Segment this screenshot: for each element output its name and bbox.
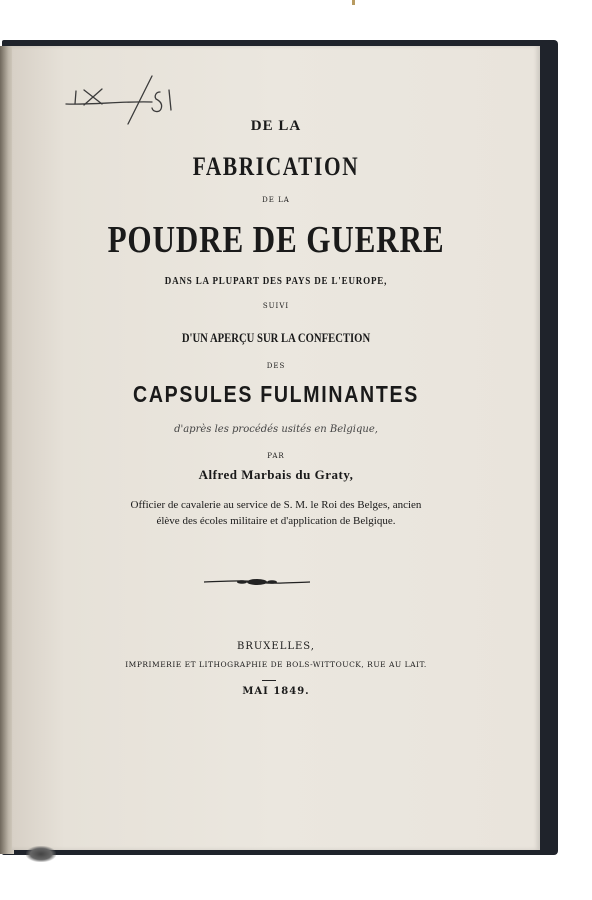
title-line-des: DES xyxy=(266,362,286,370)
imprint-city: BRUXELLES, xyxy=(237,641,315,652)
title-line-de-la-2: DE LA xyxy=(262,196,290,204)
title-page-content xyxy=(12,46,540,850)
title-line-procedes: d'après les procédés usités en Belgique, xyxy=(174,424,378,435)
par-label: PAR xyxy=(267,452,285,460)
imprint-date: MAI 1849. xyxy=(242,686,310,697)
title-line-poudre-de-guerre: POUDRE DE GUERRE xyxy=(107,219,445,261)
title-line-suivi: SUIVI xyxy=(262,302,290,310)
imprint-printer: IMPRIMERIE ET LITHOGRAPHIE DE BOLS-WITTOUCK, RUE AU LAIT. xyxy=(125,660,427,669)
imprint-rule xyxy=(262,680,276,681)
title-line-dans-la-plupart: DANS LA PLUPART DES PAYS DE L'EUROPE, xyxy=(164,275,388,287)
printer-ornament xyxy=(202,574,312,594)
title-line-apercu: D'UN APERÇU SUR LA CONFECTION xyxy=(181,330,371,345)
title-line-capsules-fulminantes: CAPSULES FULMINANTES xyxy=(133,381,419,407)
author-description-line2: élève des écoles militaire et d'application de Belgique. xyxy=(156,515,396,527)
title-line-de-la: DE LA xyxy=(250,118,302,134)
author-name: Alfred Marbais du Graty, xyxy=(198,467,354,482)
author-description-line1: Officier de cavalerie au service de S. M. le Roi des Belges, ancien xyxy=(130,499,422,511)
top-marker xyxy=(352,0,355,5)
title-line-fabrication: FABRICATION xyxy=(192,152,360,181)
